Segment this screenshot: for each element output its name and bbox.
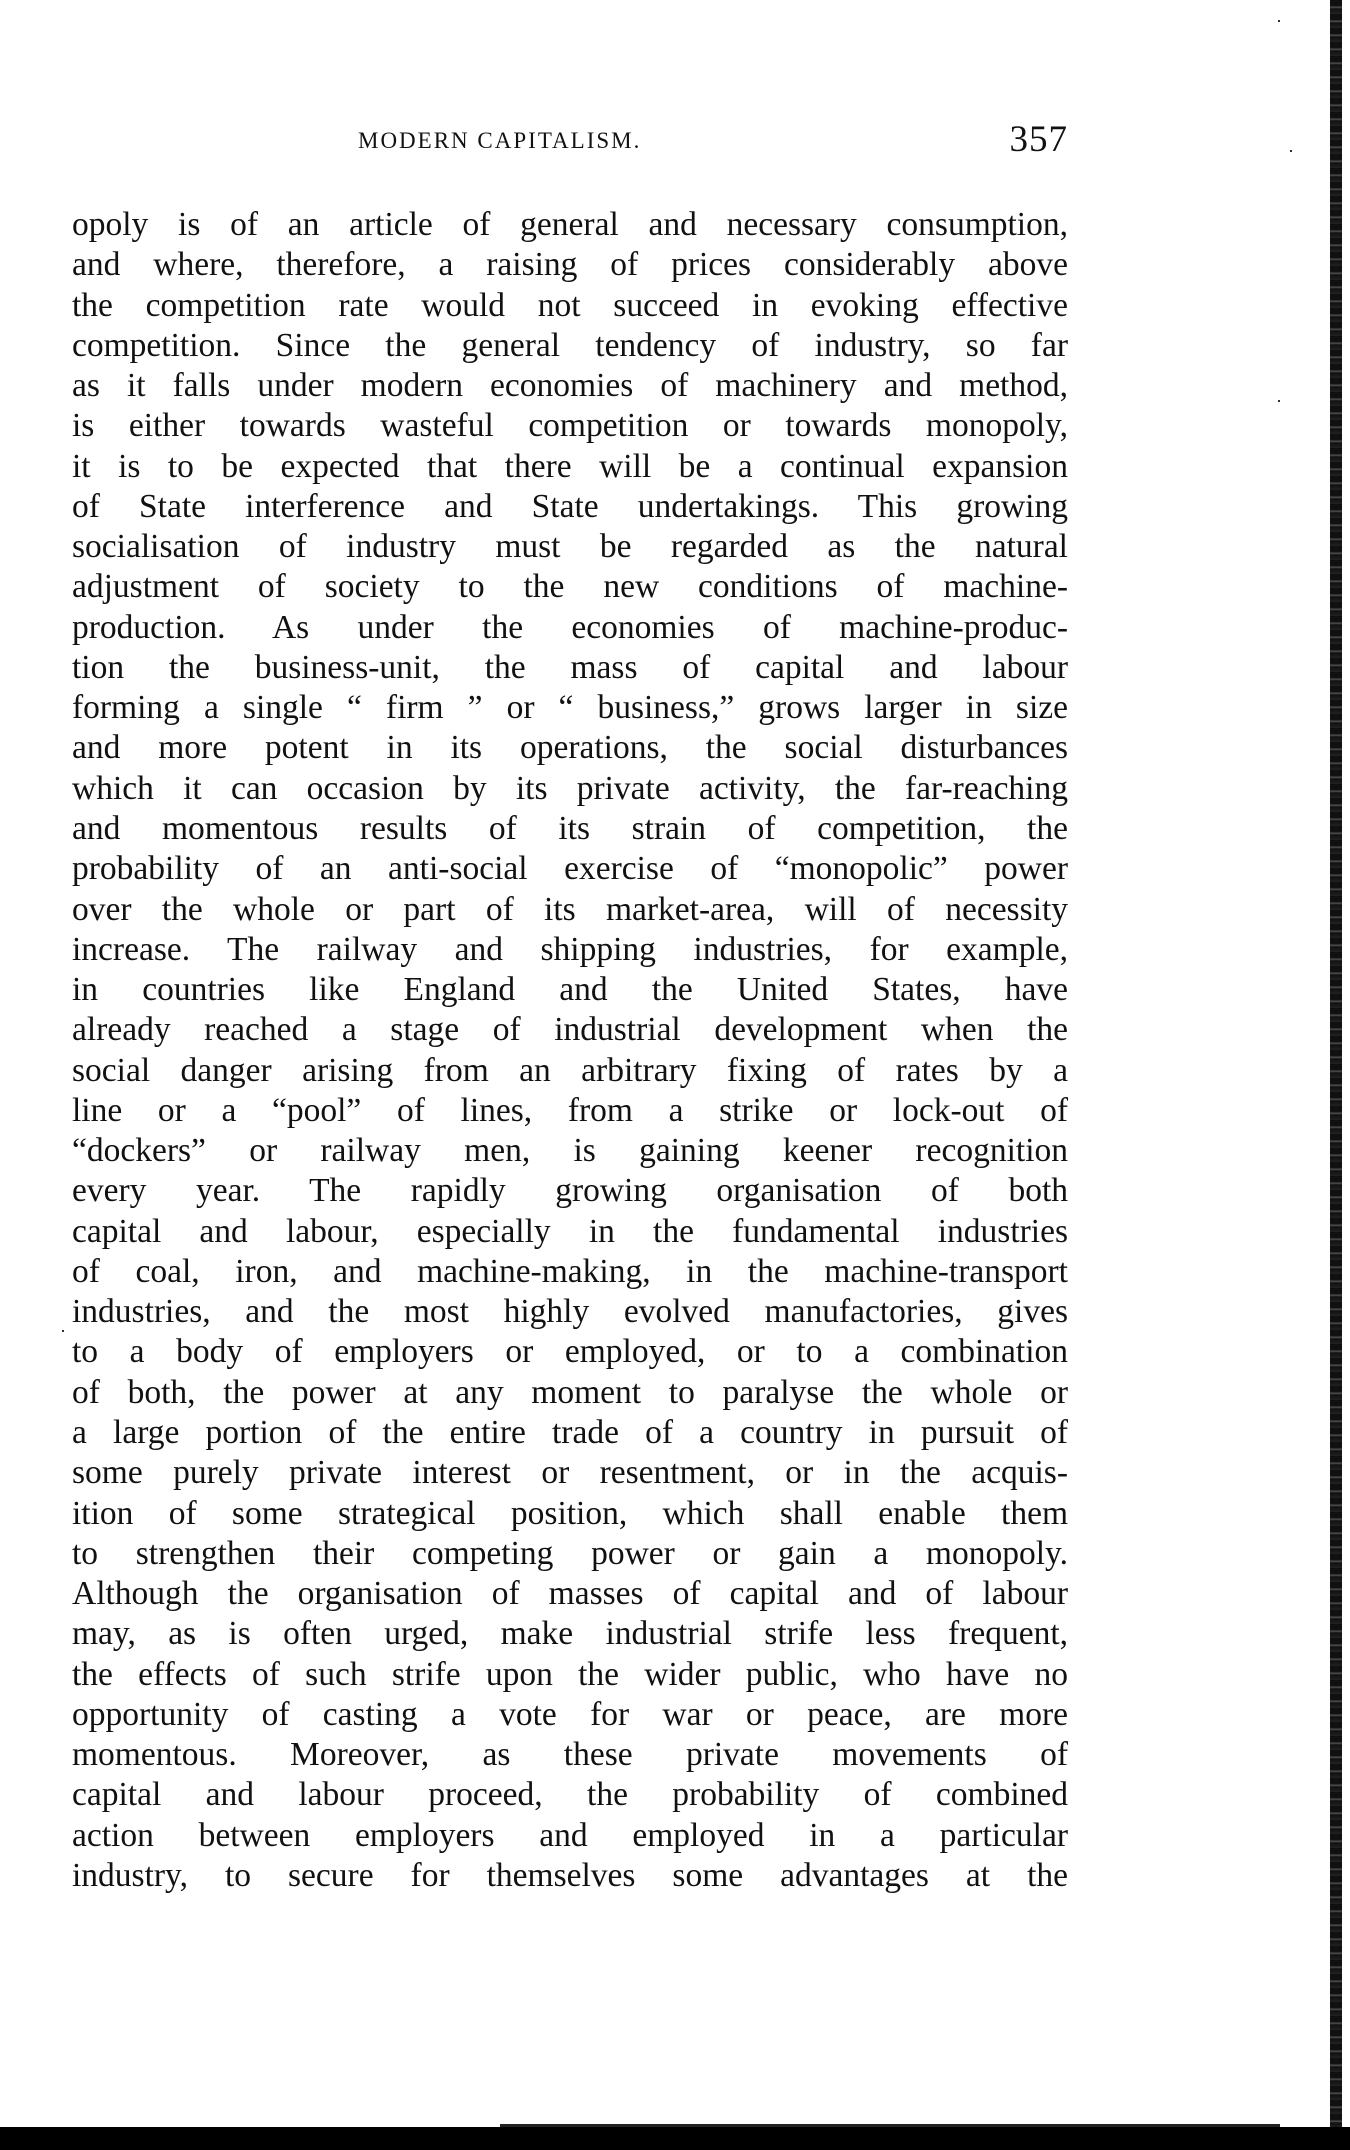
text-line: of coal, iron, and machine-making, in the machine-transport <box>72 1252 1068 1290</box>
text-line: action between employers and employed in a particular <box>72 1816 1068 1854</box>
text-line: a large portion of the entire trade of a country in pursuit of <box>72 1413 1068 1451</box>
scan-speck <box>1278 20 1280 22</box>
running-title: MODERN CAPITALISM. <box>358 128 642 153</box>
page-margin-right <box>1342 0 1350 2150</box>
text-line: to a body of employers or employed, or to a combination <box>72 1333 1068 1371</box>
text-line: opoly is of an article of general and necessary consumption, <box>72 206 1068 243</box>
scan-speck <box>62 1330 64 1332</box>
text-line: and momentous results of its strain of competition, the <box>72 809 1068 847</box>
text-line: forming a single “ firm ” or “ business,” grows larger in size <box>72 689 1068 727</box>
page-number: 357 <box>1009 119 1068 160</box>
text-line: “dockers” or railway men, is gaining keener recognition <box>72 1132 1068 1170</box>
text-line: every year. The rapidly growing organisation of both <box>72 1172 1068 1210</box>
text-line: of State interference and State undertakings. This growing <box>72 487 1068 525</box>
text-line: over the whole or part of its market-area, will of necessity <box>72 890 1068 928</box>
page-header <box>72 118 1068 162</box>
text-line: capital and labour proceed, the probability of combined <box>72 1776 1068 1814</box>
text-line: the competition rate would not succeed in evoking effective <box>72 286 1068 324</box>
text-line: competition. Since the general tendency of industry, so far <box>72 326 1068 364</box>
book-spine-edge <box>1330 0 1342 2150</box>
scan-speck <box>1278 400 1280 402</box>
text-line: may, as is often urged, make industrial strife less frequent, <box>72 1615 1068 1653</box>
text-line: and more potent in its operations, the social disturbances <box>72 729 1068 767</box>
text-line: socialisation of industry must be regarded as the natural <box>72 528 1068 566</box>
text-line: of both, the power at any moment to paralyse the whole or <box>72 1373 1068 1411</box>
text-line: is either towards wasteful competition or towards monopoly, <box>72 407 1068 445</box>
text-line: adjustment of society to the new conditions of machine- <box>72 568 1068 606</box>
text-line: some purely private interest or resentment, or in the acquis- <box>72 1454 1068 1492</box>
text-line: probability of an anti-social exercise of “monopolic” power <box>72 850 1068 888</box>
text-line: capital and labour, especially in the fundamental industries <box>72 1212 1068 1250</box>
text-line: in countries like England and the United States, have <box>72 971 1068 1009</box>
text-line: as it falls under modern economies of machinery and method, <box>72 367 1068 405</box>
text-line: industries, and the most highly evolved manufactories, gives <box>72 1293 1068 1331</box>
text-line: momentous. Moreover, as these private movements of <box>72 1736 1068 1774</box>
text-line: it is to be expected that there will be a continual expansion <box>72 447 1068 485</box>
text-line: tion the business-unit, the mass of capital and labour <box>72 648 1068 686</box>
text-line: to strengthen their competing power or gain a monopoly. <box>72 1534 1068 1572</box>
body-text <box>72 205 1068 1896</box>
text-line: the effects of such strife upon the wider public, who have no <box>72 1655 1068 1693</box>
text-line: which it can occasion by its private activity, the far-reaching <box>72 769 1068 807</box>
text-line: opportunity of casting a vote for war or peace, are more <box>72 1695 1068 1733</box>
scan-bottom-border <box>0 2127 1350 2150</box>
text-line: increase. The railway and shipping industries, for example, <box>72 930 1068 968</box>
text-line: production. As under the economies of machine-produc- <box>72 608 1068 646</box>
text-line: ition of some strategical position, which shall enable them <box>72 1494 1068 1532</box>
text-line: industry, to secure for themselves some advantages at the <box>72 1856 1068 1894</box>
text-line: and where, therefore, a raising of prices considerably above <box>72 246 1068 284</box>
text-line: Although the organisation of masses of capital and of labour <box>72 1575 1068 1613</box>
text-line: social danger arising from an arbitrary fixing of rates by a <box>72 1051 1068 1089</box>
text-line: already reached a stage of industrial development when the <box>72 1011 1068 1049</box>
scan-speck <box>1290 150 1292 152</box>
text-line: line or a “pool” of lines, from a strike or lock-out of <box>72 1091 1068 1129</box>
